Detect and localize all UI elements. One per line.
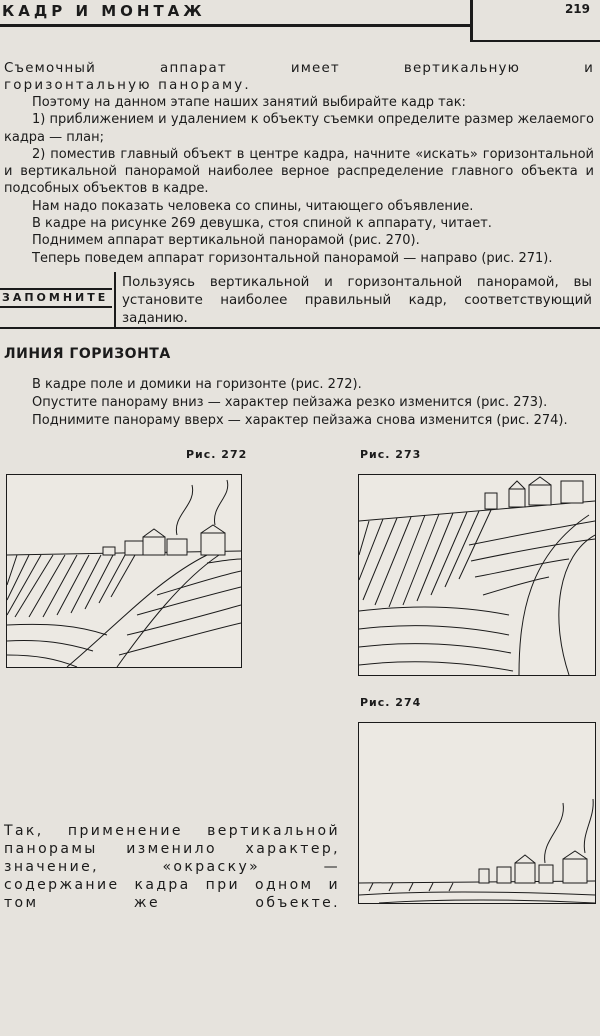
intro-block <box>4 60 594 94</box>
figure-caption-273: Рис. 273 <box>360 448 422 461</box>
field-illustration <box>7 475 241 667</box>
header-divider <box>470 0 473 40</box>
header-rule <box>0 24 472 27</box>
figure-caption-274: Рис. 274 <box>360 696 422 709</box>
figure-272 <box>6 474 242 668</box>
horizon-line: Поднимите панораму вверх — характер пейзажа снова изменится (рис. 274). <box>32 413 568 428</box>
field-illustration <box>359 723 595 903</box>
paragraph: Теперь поведем аппарат горизонтальной панорамой — направо (рис. 271). <box>32 250 553 266</box>
figure-273 <box>358 474 596 676</box>
paragraph: 1) приближением и удалением к объекту съемки определите размер желаемого кадра — план; <box>4 112 594 145</box>
figure-274 <box>358 722 596 904</box>
figure-caption-272: Рис. 272 <box>186 448 248 461</box>
instructions-block <box>4 94 594 267</box>
remember-divider <box>114 272 116 328</box>
remember-rule <box>0 288 112 290</box>
paragraph: 2) поместив главный объект в центре кадра, начните «искать» горизонтальной и вертикальной панорамой наиболее верное распределение главного объекта и подсобных объектов в кадре. <box>4 146 594 197</box>
horizon-line: В кадре поле и домики на горизонте (рис. 272). <box>32 377 362 392</box>
horizon-line: Опустите панораму вниз — характер пейзажа резко изменится (рис. 273). <box>32 395 548 410</box>
running-title: КАДР И МОНТАЖ <box>2 2 206 20</box>
section-title: ЛИНИЯ ГОРИЗОНТА <box>4 346 171 362</box>
field-illustration <box>359 475 595 675</box>
header-rule-right <box>470 40 600 42</box>
closing-paragraph: Так, применение вертикальной панорамы изменило характер, значение, «окраску» — содержание кадра при одном и том же объекте. <box>4 823 340 911</box>
remember-text: Пользуясь вертикальной и горизонтальной панорамой, вы установите наиболее правильный кадр, соответствующий заданию. <box>122 275 592 326</box>
intro-line-2: горизонтальную панораму. <box>4 78 251 93</box>
running-header <box>0 0 470 26</box>
remember-label: ЗАПОМНИТЕ <box>2 291 109 304</box>
intro-line-1: Съемочный аппарат имеет вертикальную и <box>4 61 594 76</box>
remember-box <box>0 272 600 328</box>
page-number: 219 <box>564 2 590 16</box>
paragraph: Поднимем аппарат вертикальной панорамой (рис. 270). <box>32 233 420 249</box>
paragraph: В кадре на рисунке 269 девушка, стоя спиной к аппарату, читает. <box>32 216 492 232</box>
remember-bottom-rule <box>0 327 600 329</box>
remember-rule <box>0 306 112 308</box>
horizon-text <box>4 376 594 430</box>
paragraph: Поэтому на данном этапе наших занятий выбирайте кадр так: <box>32 95 466 110</box>
paragraph: Нам надо показать человека со спины, читающего объявление. <box>32 198 474 214</box>
